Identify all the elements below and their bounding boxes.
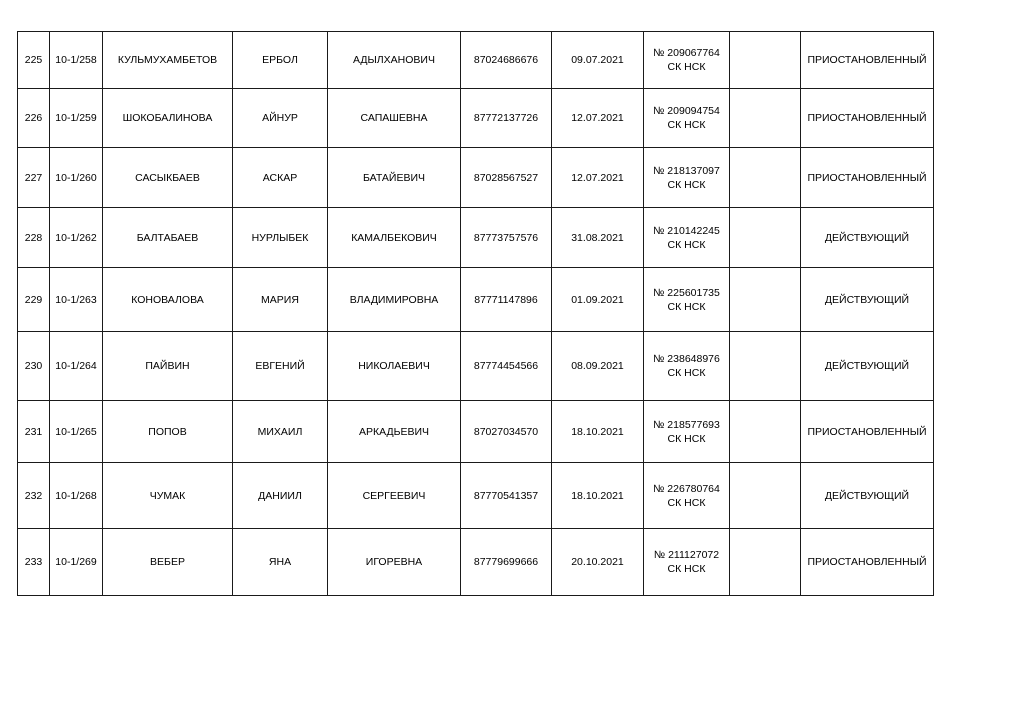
last-name-cell: ПОПОВ	[103, 401, 233, 463]
last-name-cell: БАЛТАБАЕВ	[103, 208, 233, 268]
empty-cell	[730, 268, 801, 332]
policy-insurer: СК НСК	[667, 61, 706, 73]
phone-cell: 87773757576	[461, 208, 552, 268]
policy-insurer: СК НСК	[667, 496, 706, 509]
policy-cell	[644, 32, 730, 89]
policy-number: № 209094754	[653, 105, 720, 117]
policy-cell	[644, 208, 730, 268]
empty-cell	[730, 401, 801, 463]
policy-insurer: СК НСК	[667, 178, 706, 191]
policy-insurer: СК НСК	[667, 119, 706, 131]
phone-cell: 87028567527	[461, 148, 552, 208]
policy-cell	[644, 463, 730, 529]
date-cell: 18.10.2021	[552, 401, 644, 463]
empty-cell	[730, 32, 801, 89]
policy-number: № 211127072	[653, 549, 720, 561]
table-row	[18, 148, 934, 208]
empty-cell	[730, 463, 801, 529]
policy-cell	[644, 268, 730, 332]
row-number-cell: 230	[18, 332, 50, 401]
policy-number: № 218137097	[653, 164, 720, 177]
registry-table-body	[18, 32, 934, 596]
policy-number: № 226780764	[653, 482, 720, 495]
empty-cell	[730, 208, 801, 268]
phone-cell: 87024686676	[461, 32, 552, 89]
row-number-cell: 225	[18, 32, 50, 89]
patronymic-cell: ИГОРЕВНА	[328, 529, 461, 596]
status-cell: ПРИОСТАНОВЛЕННЫЙ	[801, 529, 934, 596]
phone-cell: 87772137726	[461, 89, 552, 148]
status-cell: ПРИОСТАНОВЛЕННЫЙ	[801, 401, 934, 463]
row-number-cell: 233	[18, 529, 50, 596]
patronymic-cell: АРКАДЬЕВИЧ	[328, 401, 461, 463]
status-cell: ДЕЙСТВУЮЩИЙ	[801, 332, 934, 401]
date-cell: 12.07.2021	[552, 148, 644, 208]
date-cell: 31.08.2021	[552, 208, 644, 268]
registration-number-cell: 10-1/260	[50, 148, 103, 208]
policy-cell	[644, 529, 730, 596]
last-name-cell: ПАЙВИН	[103, 332, 233, 401]
registration-number-cell: 10-1/264	[50, 332, 103, 401]
table-row	[18, 208, 934, 268]
registration-number-cell: 10-1/259	[50, 89, 103, 148]
first-name-cell: МИХАИЛ	[233, 401, 328, 463]
date-cell: 20.10.2021	[552, 529, 644, 596]
row-number-cell: 232	[18, 463, 50, 529]
first-name-cell: ЕВГЕНИЙ	[233, 332, 328, 401]
date-cell: 01.09.2021	[552, 268, 644, 332]
row-number-cell: 231	[18, 401, 50, 463]
table-row	[18, 463, 934, 529]
patronymic-cell: КАМАЛБЕКОВИЧ	[328, 208, 461, 268]
status-cell: ПРИОСТАНОВЛЕННЫЙ	[801, 148, 934, 208]
row-number-cell: 228	[18, 208, 50, 268]
empty-cell	[730, 529, 801, 596]
first-name-cell: ЯНА	[233, 529, 328, 596]
registration-number-cell: 10-1/262	[50, 208, 103, 268]
registration-number-cell: 10-1/263	[50, 268, 103, 332]
last-name-cell: КУЛЬМУХАМБЕТОВ	[103, 32, 233, 89]
policy-cell	[644, 89, 730, 148]
patronymic-cell: БАТАЙЕВИЧ	[328, 148, 461, 208]
status-cell: ПРИОСТАНОВЛЕННЫЙ	[801, 32, 934, 89]
empty-cell	[730, 148, 801, 208]
last-name-cell: ВЕБЕР	[103, 529, 233, 596]
policy-cell	[644, 401, 730, 463]
table-row	[18, 401, 934, 463]
row-number-cell: 226	[18, 89, 50, 148]
table-row	[18, 32, 934, 89]
first-name-cell: МАРИЯ	[233, 268, 328, 332]
patronymic-cell: САПАШЕВНА	[328, 89, 461, 148]
registration-number-cell: 10-1/265	[50, 401, 103, 463]
row-number-cell: 227	[18, 148, 50, 208]
patronymic-cell: АДЫЛХАНОВИЧ	[328, 32, 461, 89]
policy-number: № 209067764	[653, 47, 720, 59]
policy-number: № 238648976	[653, 353, 720, 365]
status-cell: ДЕЙСТВУЮЩИЙ	[801, 463, 934, 529]
registry-table	[17, 31, 934, 596]
policy-insurer: СК НСК	[667, 432, 706, 445]
policy-number: № 210142245	[653, 224, 720, 237]
first-name-cell: АСКАР	[233, 148, 328, 208]
table-row	[18, 89, 934, 148]
patronymic-cell: НИКОЛАЕВИЧ	[328, 332, 461, 401]
table-row	[18, 332, 934, 401]
first-name-cell: АЙНУР	[233, 89, 328, 148]
registration-number-cell: 10-1/268	[50, 463, 103, 529]
status-cell: ДЕЙСТВУЮЩИЙ	[801, 268, 934, 332]
date-cell: 12.07.2021	[552, 89, 644, 148]
last-name-cell: ШОКОБАЛИНОВА	[103, 89, 233, 148]
phone-cell: 87774454566	[461, 332, 552, 401]
registration-number-cell: 10-1/269	[50, 529, 103, 596]
first-name-cell: ЕРБОЛ	[233, 32, 328, 89]
empty-cell	[730, 89, 801, 148]
phone-cell: 87771147896	[461, 268, 552, 332]
table-row	[18, 268, 934, 332]
phone-cell: 87779699666	[461, 529, 552, 596]
patronymic-cell: СЕРГЕЕВИЧ	[328, 463, 461, 529]
last-name-cell: САСЫКБАЕВ	[103, 148, 233, 208]
patronymic-cell: ВЛАДИМИРОВНА	[328, 268, 461, 332]
date-cell: 09.07.2021	[552, 32, 644, 89]
status-cell: ДЕЙСТВУЮЩИЙ	[801, 208, 934, 268]
policy-cell	[644, 148, 730, 208]
policy-insurer: СК НСК	[667, 367, 706, 379]
policy-number: № 218577693	[653, 418, 720, 431]
policy-insurer: СК НСК	[667, 238, 706, 251]
last-name-cell: ЧУМАК	[103, 463, 233, 529]
last-name-cell: КОНОВАЛОВА	[103, 268, 233, 332]
registration-number-cell: 10-1/258	[50, 32, 103, 89]
policy-insurer: СК НСК	[667, 300, 706, 313]
empty-cell	[730, 332, 801, 401]
table-row	[18, 529, 934, 596]
date-cell: 08.09.2021	[552, 332, 644, 401]
first-name-cell: ДАНИИЛ	[233, 463, 328, 529]
phone-cell: 87770541357	[461, 463, 552, 529]
date-cell: 18.10.2021	[552, 463, 644, 529]
policy-number: № 225601735	[653, 286, 720, 299]
first-name-cell: НУРЛЫБЕК	[233, 208, 328, 268]
status-cell: ПРИОСТАНОВЛЕННЫЙ	[801, 89, 934, 148]
policy-insurer: СК НСК	[667, 563, 706, 575]
row-number-cell: 229	[18, 268, 50, 332]
policy-cell	[644, 332, 730, 401]
phone-cell: 87027034570	[461, 401, 552, 463]
